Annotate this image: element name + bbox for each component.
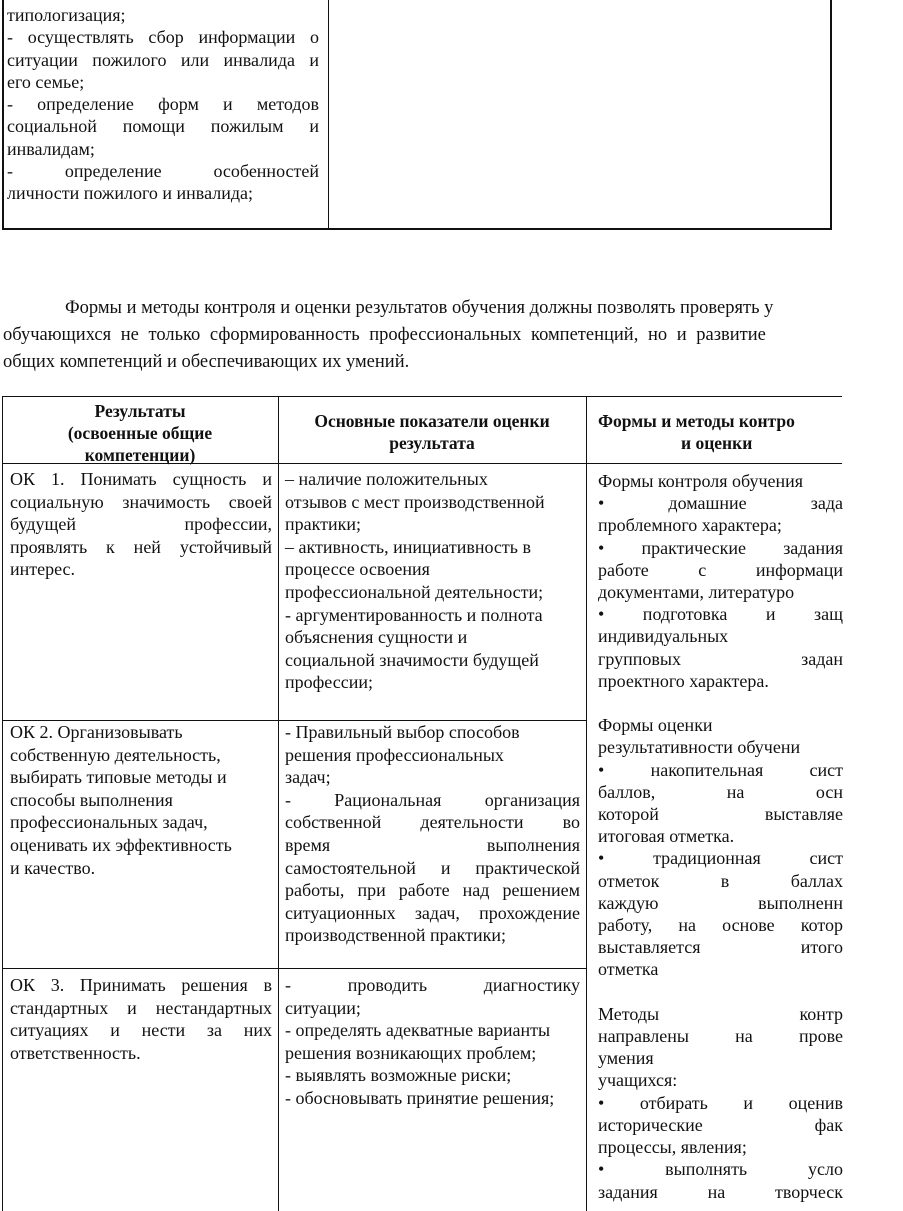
top-cell-line: его семье; (7, 71, 85, 92)
cell-line: процессе освоения (285, 559, 430, 580)
top-cell-line: - определение форм и методов (7, 94, 319, 115)
control-method-line: задания на творческ (598, 1181, 843, 1202)
cell-line: выбирать типовые методы и (10, 767, 227, 788)
table-border-left (2, 396, 3, 1211)
cell-line: будущей профессии, (10, 514, 272, 535)
assessment-table (2, 396, 842, 1211)
top-cell-line: социальной помощи пожилым и (7, 116, 319, 137)
control-method-line: работу, на основе котор (598, 915, 843, 936)
paragraph-line: Формы и методы контроля и оценки результатов обучения должны позволять проверять у (65, 298, 774, 318)
cell-line: ситуационных задач, прохождение (285, 902, 580, 923)
cell-line: – активность, инициативность в (285, 536, 531, 557)
cell-line: профессиональных задач, (10, 812, 208, 833)
control-method-line: процессы, явления; (598, 1137, 747, 1158)
cell-line: собственную деятельность, (10, 744, 221, 765)
top-table-cell (7, 4, 319, 205)
cell-line: ситуациях и нести за них (10, 1020, 272, 1041)
control-method-line: учащихся: (598, 1070, 678, 1091)
cell-line: производственной практики; (285, 925, 507, 946)
column-spacer (598, 981, 843, 1003)
control-method-line: каждую выполненн (598, 892, 843, 913)
cell-line: отзывов с мест производственной (285, 491, 545, 512)
cell-line: собственной деятельности во (285, 812, 580, 833)
cell-line: ситуации; (285, 997, 361, 1018)
cell-line: и качество. (10, 857, 96, 878)
control-method-line: итоговая отметка. (598, 826, 735, 847)
header-line: результата (389, 433, 475, 453)
header-line: Основные показатели оценки (314, 411, 550, 431)
control-method-line: • практические задания (598, 537, 843, 558)
cell-line: работы, при работе над решением (285, 880, 580, 901)
header-line: компетенции) (84, 445, 196, 465)
cell-line: – наличие положительных (285, 469, 488, 489)
top-cell-line: инвалидам; (7, 138, 95, 159)
cell-line: практики; (285, 514, 362, 535)
cell-line: - обосновывать принятие решения; (285, 1087, 555, 1108)
control-method-line: Методы контр (598, 1003, 843, 1024)
row2-indicators (285, 721, 580, 947)
control-method-line: • домашние зада (598, 493, 843, 514)
cell-line: стандартных и нестандартных (10, 997, 272, 1018)
cell-line: ответственность. (10, 1042, 141, 1063)
header-line: (освоенные общие (67, 423, 213, 443)
cell-line: интерес. (10, 559, 76, 580)
top-cell-line: ситуации пожилого или инвалида и (7, 49, 319, 70)
control-method-line: направлены на прове (598, 1026, 843, 1047)
control-method-line: • отбирать и оценив (598, 1092, 843, 1113)
cell-line: проявлять к ней устойчивый (10, 536, 272, 557)
control-method-line: Формы оценки (598, 715, 713, 736)
table-border-top (2, 396, 842, 397)
row3-competency (10, 974, 272, 1064)
row-divider (2, 968, 586, 969)
intro-paragraph (3, 295, 903, 376)
header-line: Формы и методы контро (598, 411, 795, 431)
control-method-line: проектного характера. (598, 670, 769, 691)
column-divider (586, 396, 587, 1211)
row1-indicators (285, 468, 580, 694)
control-method-line: исторические фак (598, 1114, 843, 1135)
top-table-column-divider (328, 0, 329, 228)
control-method-line: работе с информаци (598, 559, 843, 580)
top-cell-line: типологизация; (7, 5, 126, 25)
column-spacer (598, 692, 843, 714)
paragraph-line: общих компетенций и обеспечивающих их умений. (3, 352, 410, 372)
cell-line: оценивать их эффективность (10, 834, 232, 855)
header-line: и оценки (681, 433, 753, 453)
header-line: Результаты (94, 401, 186, 421)
cell-line: - проводить диагностику (285, 975, 580, 995)
row2-competency (10, 721, 272, 879)
control-method-line: индивидуальных (598, 626, 729, 647)
cell-line: решения профессиональных (285, 744, 504, 765)
control-method-line: отметка (598, 959, 659, 980)
row1-competency (10, 468, 272, 581)
cell-line: время выполнения (285, 834, 580, 855)
cell-line: ОК 1. Понимать сущность и (10, 469, 272, 489)
cell-line: социальной значимости будущей (285, 649, 539, 670)
header-control-methods (586, 410, 826, 454)
control-method-line: выставляется итого (598, 937, 843, 958)
control-methods-column (598, 470, 843, 1203)
cell-line: объяснения сущности и (285, 627, 468, 648)
control-method-line: Формы контроля обучения (598, 471, 804, 491)
control-method-line: проблемного характера; (598, 515, 782, 536)
cell-line: решения возникающих проблем; (285, 1042, 537, 1063)
control-method-line: документами, литературо (598, 582, 795, 603)
control-method-line: групповых задан (598, 648, 843, 669)
control-method-line: • накопительная сист (598, 759, 843, 780)
paragraph-line: обучающихся не только сформированность профессиональных компетенций, но и развитие (3, 325, 766, 345)
control-method-line: умения (598, 1048, 654, 1069)
cell-line: ОК 2. Организовывать (10, 722, 183, 742)
cell-line: ОК 3. Принимать решения в (10, 975, 272, 995)
cell-line: - определять адекватные варианты (285, 1020, 551, 1041)
header-results (2, 400, 278, 466)
control-method-line: • подготовка и защ (598, 604, 843, 625)
control-method-line: отметок в баллах (598, 870, 843, 891)
control-method-line: баллов, на осн (598, 781, 843, 802)
cell-line: профессиональной деятельности; (285, 581, 544, 602)
cell-line: - Правильный выбор способов (285, 722, 520, 742)
control-method-line: результативности обучени (598, 737, 801, 758)
cell-line: задач; (285, 767, 331, 788)
cell-line: социальную значимость своей (10, 491, 272, 512)
cell-line: способы выполнения (10, 789, 173, 810)
top-cell-line: личности пожилого и инвалида; (7, 183, 253, 204)
cell-line: профессии; (285, 672, 373, 693)
cell-line: - аргументированность и полнота (285, 604, 543, 625)
header-indicators (278, 410, 586, 454)
top-cell-line: - осуществлять сбор информации о (7, 27, 319, 48)
cell-line: - выявлять возможные риски; (285, 1065, 512, 1086)
control-method-line: которой выставляе (598, 804, 843, 825)
control-method-line: • традиционная сист (598, 848, 843, 869)
column-divider (278, 396, 279, 1211)
control-method-line: • выполнять усло (598, 1159, 843, 1180)
cell-line: самостоятельной и практической (285, 857, 580, 878)
cell-line: - Рациональная организация (285, 789, 580, 810)
top-cell-line: - определение особенностей (7, 161, 319, 182)
row3-indicators (285, 974, 580, 1110)
